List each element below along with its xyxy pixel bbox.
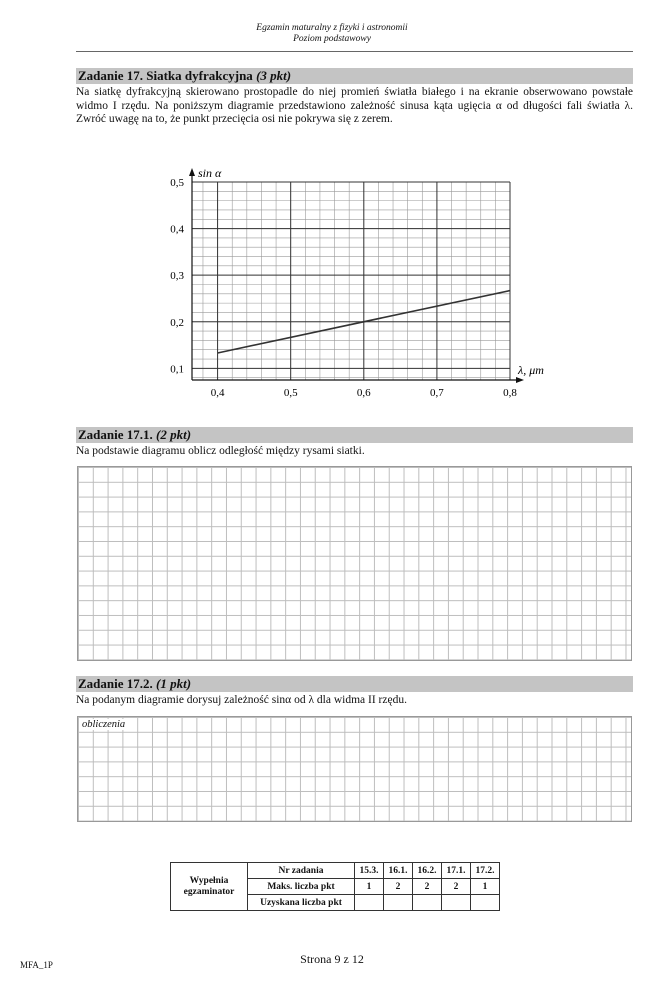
task-17-2-points: (1 pkt): [156, 676, 192, 691]
answer-grid-17-1[interactable]: [77, 466, 632, 661]
score-row-task-numbers: [171, 863, 500, 879]
task-17-1-text: Na podstawie diagramu oblicz odległość między rysami siatki.: [76, 445, 365, 457]
x-axis-arrow-icon: [516, 377, 524, 383]
y-tick-label: 0,4: [170, 223, 184, 236]
task-17-1-title: Zadanie 17.1.: [78, 427, 153, 442]
diffraction-chart: [150, 160, 550, 410]
task-17-heading: [76, 68, 633, 84]
task-number: 16.1.: [384, 863, 413, 879]
x-axis-label: λ, μm: [518, 363, 544, 377]
task-17-2-heading: [76, 676, 633, 692]
task-number: 17.1.: [442, 863, 471, 879]
score-table: [170, 862, 500, 911]
examiner-label: Wypełnia egzaminator: [171, 863, 248, 911]
task-17-1-heading: [76, 427, 633, 443]
obtained-points-cell[interactable]: [355, 895, 384, 911]
y-tick-label: 0,5: [170, 177, 184, 189]
exam-code: MFA_1P: [20, 960, 53, 970]
y-axis-arrow-icon: [189, 168, 195, 176]
obtained-points-cell[interactable]: [413, 895, 442, 911]
x-tick-label: 0,7: [430, 387, 444, 399]
answer-grid-17-2[interactable]: [77, 716, 632, 822]
x-tick-label: 0,4: [210, 387, 225, 399]
y-tick-label: 0,1: [170, 363, 184, 376]
max-points: 2: [442, 879, 471, 895]
header-obtained-points: Uzyskana liczba pkt: [248, 895, 355, 911]
task-17-title: Zadanie 17. Siatka dyfrakcyjna: [78, 68, 253, 83]
task-number: 16.2.: [413, 863, 442, 879]
chart-tick-labels: [170, 177, 517, 399]
calculations-label: obliczenia: [82, 719, 126, 730]
y-tick-label: 0,2: [170, 316, 184, 329]
y-tick-label: 0,3: [170, 270, 184, 283]
task-17-2-text: Na podanym diagramie dorysuj zależność sinα od λ dla widma II rzędu.: [76, 694, 407, 706]
max-points: 2: [384, 879, 413, 895]
y-axis-label: sin α: [198, 166, 222, 180]
obtained-points-cell[interactable]: [384, 895, 413, 911]
max-points: 1: [355, 879, 384, 895]
chart-grid-major: [192, 182, 510, 380]
task-17-points: (3 pkt): [256, 68, 292, 83]
chart-grid-minor: [192, 182, 510, 380]
max-points: 1: [471, 879, 500, 895]
task-17-1-points: (2 pkt): [156, 427, 192, 442]
page-number: Strona 9 z 12: [300, 952, 364, 966]
obtained-points-cell[interactable]: [471, 895, 500, 911]
x-tick-label: 0,8: [503, 387, 517, 399]
task-17-text: Na siatkę dyfrakcyjną skierowano prostopadle do niej promień światła białego i na ekranie obserwowano powstałe widmo I rzędu. Na poniższym diagramie przedstawiono zależność sinusa kąta ugięcia α od długości fali światła λ. Zwróć uwagę na to, że punkt przecięcia osi nie pokrywa się z zerem.: [76, 86, 633, 125]
header-max-points: Maks. liczba pkt: [248, 879, 355, 895]
exam-title: Egzamin maturalny z fizyki i astronomii: [256, 23, 408, 33]
task-number: 17.2.: [471, 863, 500, 879]
exam-level: Poziom podstawowy: [293, 34, 371, 44]
header-divider: [76, 51, 633, 52]
task-number: 15.3.: [355, 863, 384, 879]
x-tick-label: 0,6: [356, 387, 371, 399]
max-points: 2: [413, 879, 442, 895]
obtained-points-cell[interactable]: [442, 895, 471, 911]
header-task-number: Nr zadania: [248, 863, 355, 879]
x-tick-label: 0,5: [283, 387, 298, 399]
task-17-2-title: Zadanie 17.2.: [78, 676, 153, 691]
